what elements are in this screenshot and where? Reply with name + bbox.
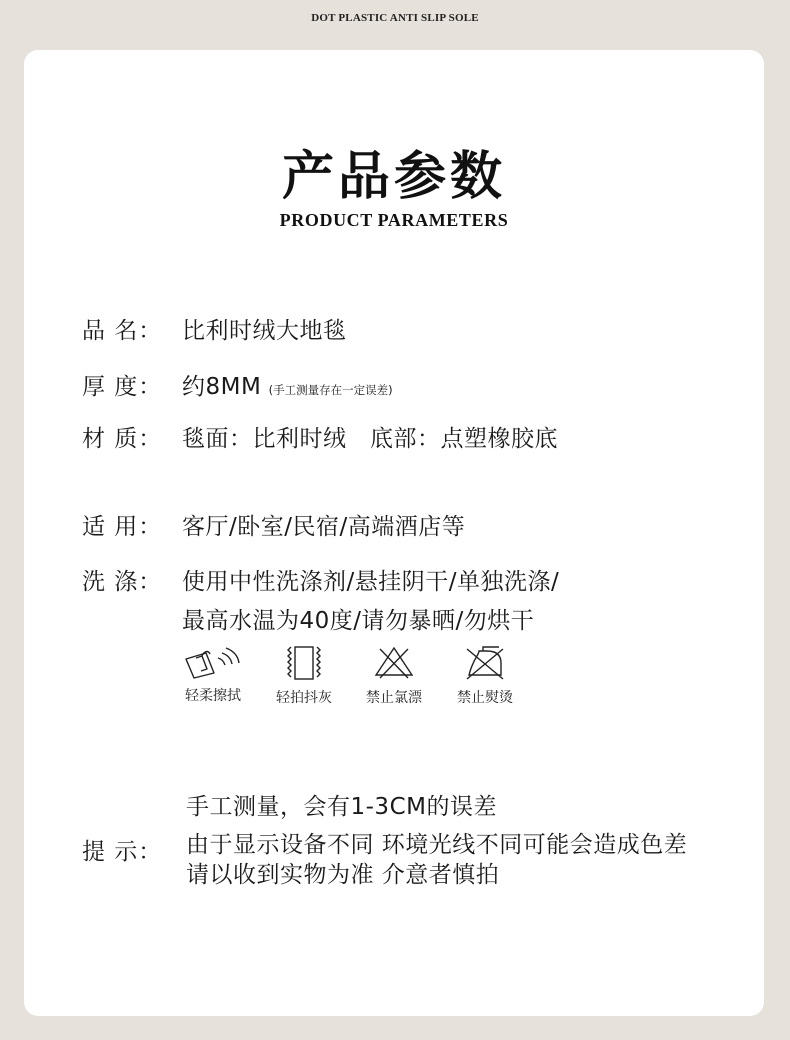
care-item [178,645,248,705]
gentle-wipe-icon [182,645,244,679]
param-label: 洗 涤： [82,569,163,595]
param-row-thickness [82,368,393,401]
care-caption: 禁止熨烫 [457,690,513,706]
param-value: 客厅/卧室/民宿/高端酒店等 [182,514,466,540]
param-note: (手工测量存在一定误差) [268,383,393,397]
tip-label: 提 示： [82,839,163,865]
param-label: 材 质： [82,426,163,452]
param-value: 毯面：比利时绒 底部：点塑橡胶底 [182,426,558,452]
param-value-line2: 最高水温为40度/请勿暴晒/勿烘干 [182,608,535,634]
no-iron-icon [463,645,507,681]
page-title: 产品参数 [281,147,506,207]
param-row-name [82,312,347,345]
param-row-washing [82,563,559,596]
tip-line: 手工测量，会有1-3CM的误差 [186,794,497,820]
tip-line: 请以收到实物为准 介意者慎拍 [186,862,500,888]
param-value: 使用中性洗涤剂/悬挂阴干/单独洗涤/ [182,569,560,595]
care-item [269,645,339,707]
no-bleach-icon [372,645,416,681]
param-value: 约8MM [182,374,262,400]
care-item [359,645,429,707]
pat-dust-icon [282,645,326,681]
page-subtitle: PRODUCT PARAMETERS [279,210,509,230]
param-value: 比利时绒大地毯 [182,318,347,344]
param-label: 适 用： [82,514,163,540]
care-caption: 轻拍抖灰 [276,690,332,706]
param-label: 厚 度： [82,374,163,400]
top-label: DOT PLASTIC ANTI SLIP SOLE [311,12,479,24]
care-caption: 轻柔擦拭 [185,688,241,704]
param-label: 品 名： [82,318,163,344]
parameters-card [24,50,764,1016]
tip-line: 由于显示设备不同 环境光线不同可能会造成色差 [186,832,688,858]
param-row-usage [82,508,465,541]
param-row-material [82,420,558,453]
care-caption: 禁止氯漂 [366,690,422,706]
care-item [450,645,520,707]
care-icons [182,645,542,715]
